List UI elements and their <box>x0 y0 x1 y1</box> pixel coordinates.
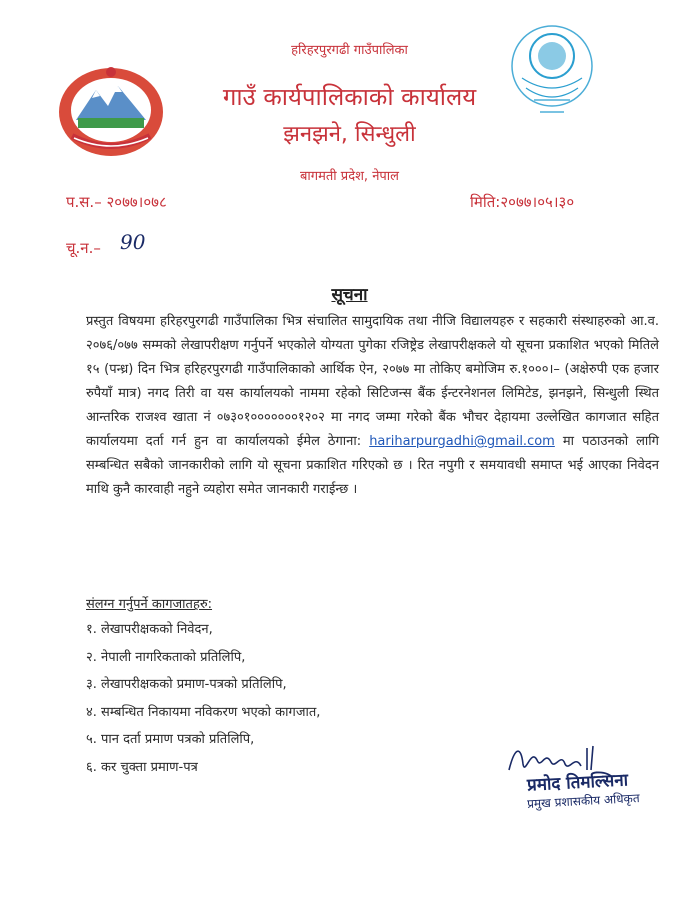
province-line: बागमती प्रदेश, नेपाल <box>300 169 399 184</box>
dispatch-number-handwritten: 90 <box>120 230 146 254</box>
notice-body-text-2: मा पठाउनको लागि सम्बन्धित सबैको जानकारीको लागि यो सूचना प्रकाशित गरिएको छ । रित नपुगी र समयावधी समाप्त भई आएका निवेदन माथि कुनै कारवाही नहुने व्यहोरा समेत जानकारी गराईन्छ । <box>86 434 659 497</box>
attachment-item: ४. सम्बन्धित निकायमा नविकरण भएको कागजात, <box>86 704 321 720</box>
reference-number: प.स.– २०७७।०७८ <box>66 193 167 211</box>
attachment-item: ३. लेखापरीक्षकको प्रमाण-पत्रको प्रतिलिपि, <box>86 677 287 692</box>
signatory-title: प्रमुख प्रशासकीय अधिकृत <box>526 791 640 811</box>
notice-body-text-1: प्रस्तुत विषयमा हरिहरपुरगढी गाउँपालिका भित्र संचालित सामुदायिक तथा नीजि विद्यालयहरु र सहकारी संस्थाहरुको आ.व. २०७६/०७७ सम्मको लेखापरीक्षण गर्नुपर्ने भएकोले योग्यता पुगेका रजिष्ट्रेड लेखापरीक्षकले यो सूचना प्रकाशित भएको मितिले १५ (पन्ध्र) दिन भित्र हरिहरपुरगढी गाउँपालिकाको आर्थिक ऐन, २०७७ मा तोकिए बमोजिम रु.१०००।– (अक्षेरुपी एक हजार रुपैयाँ मात्र) नगद तिरी वा यस कार्यालयको नाममा रहेको सिटिजन्स बैंक ईन्टरनेशनल लिमिटेड, झनझने, सिन्धुली स्थित आन्तरिक राजश्व खाता नं ०७३०१०००००००१२०२ मा नगद जम्मा गरेको बैंक भौचर देहायमा उल्लेखित कागजात सहित कार्यालयमा दर्ता गर्न हुन वा कार्यालयको ईमेल ठेगाना: <box>86 314 659 449</box>
attachments-heading: संलग्न गर्नुपर्ने कागजातहरु: <box>86 597 213 612</box>
notice-title: सूचना <box>331 285 368 305</box>
attachments-list <box>86 620 320 785</box>
attachment-item: ५. पान दर्ता प्रमाण पत्रको प्रतिलिपि, <box>86 732 255 747</box>
office-location: झनझने, सिन्धुली <box>283 122 416 147</box>
email-link[interactable]: hariharpurgadhi@gmail.com <box>369 434 555 449</box>
dispatch-number-label: चू.न.– <box>66 239 101 257</box>
attachment-item: १. लेखापरीक्षकको निवेदन, <box>86 622 213 637</box>
office-title: गाउँ कार्यपालिकाको कार्यालय <box>222 83 477 111</box>
municipality-name: हरिहरपुरगढी गाउँपालिका <box>291 43 408 58</box>
letter-date: मिति:२०७७।०५।३० <box>470 193 575 211</box>
notice-body <box>86 310 659 502</box>
attachment-item: ६. कर चुक्ता प्रमाण-पत्र <box>86 759 198 775</box>
attachment-item: २. नेपाली नागरिकताको प्रतिलिपि, <box>86 649 246 665</box>
signatory-name: प्रमोद तिमल्सिना <box>526 770 629 796</box>
